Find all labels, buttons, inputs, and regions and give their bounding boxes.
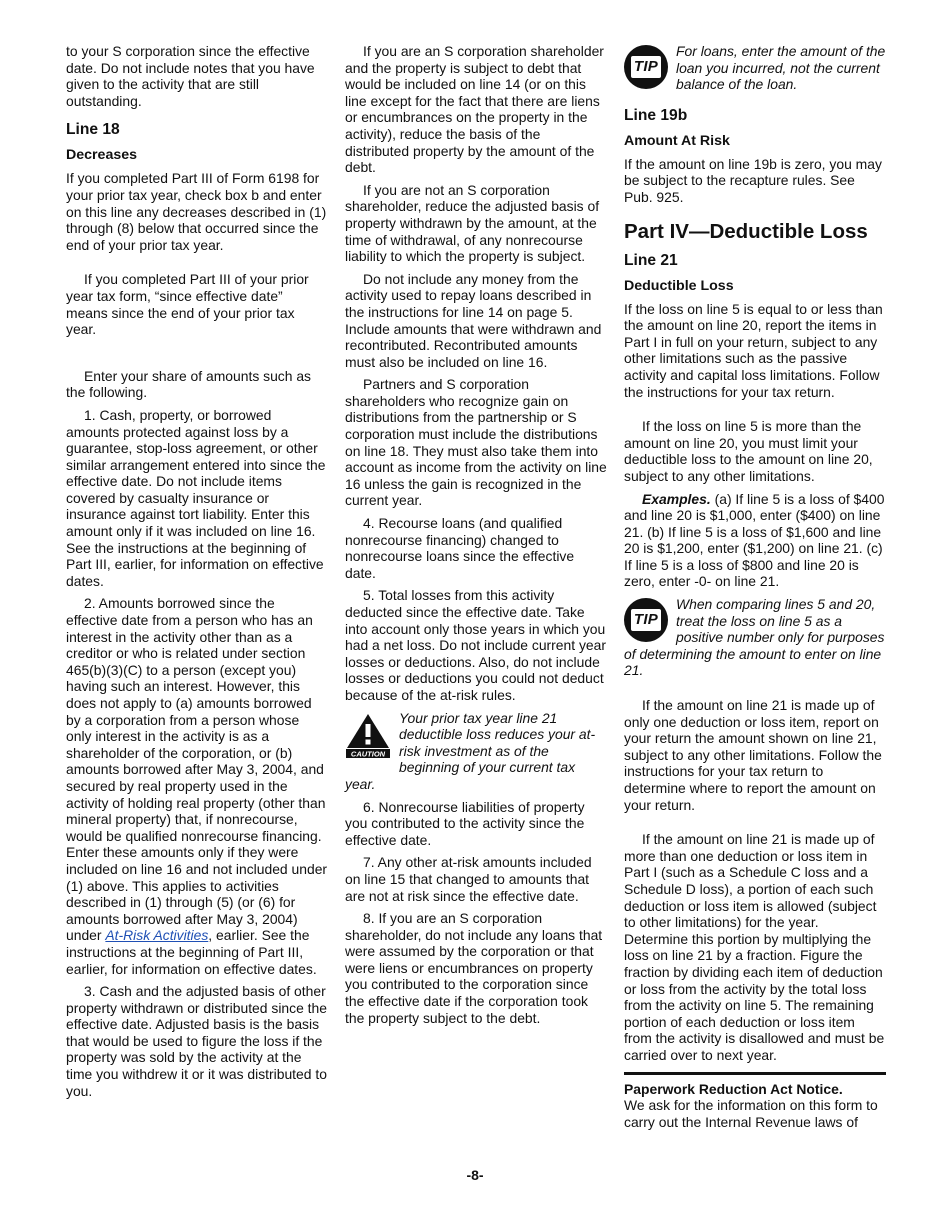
- subheading-deductible-loss: Deductible Loss: [624, 277, 734, 294]
- list-item-2-text-a: 2. Amounts borrowed since the effective date from a person who has an interest in the activity other than as a creditor or who is related under section 465(b)(3)(C) to a person (except you) having such an interest. However, this does not apply to (a) amounts borrowed by a corporation from a person whose only interest in the activity is as a shareholder of the corporation, or (b) amounts borrowed after May 3, 2004, and secured by real property used in the activity of holding real property (other than mineral property) that, if nonrecourse, would be qualified nonrecourse financing. Enter these amounts only if they were included on line 16 and not included under (1) above. This applies to activities described in (1) through (5) (or (6) for amounts borrowed after May 3, 2004) under: [66, 595, 328, 944]
- list-item-2-text-b: , earlier. See the instructions at the beginning of Part III, earlier, for information on effective dates.: [66, 927, 317, 977]
- list-item-8: 8. If you are an S corporation shareholder, do not include any loans that were assumed by the corporation or that were liens or encumbrances on property you contributed to the corporation since the effective date if the corporation took the property subject to the debt.: [345, 910, 603, 1026]
- heading-line-21: Line 21: [624, 251, 678, 269]
- tip-note-loans: [624, 43, 886, 93]
- caution-note: [345, 710, 607, 793]
- page-number: -8-: [466, 1167, 484, 1183]
- paragraph-enter-share: Enter your share of amounts such as the following.: [66, 367, 311, 401]
- column-left: [66, 43, 328, 1105]
- subheading-amount-at-risk: Amount At Risk: [624, 132, 730, 149]
- paperwork-section: [624, 1072, 886, 1131]
- heading-line-18: Line 18: [66, 121, 120, 139]
- list-item-2: [66, 595, 328, 977]
- paragraph-not-s-corp: If you are not an S corporation shareholder, reduce the adjusted basis of property withdrawn by the amount, at the time of withdrawal, of any nonrecourse liability to which the property is subject.: [345, 181, 600, 265]
- subheading-decreases: Decreases: [66, 147, 137, 164]
- paragraph-loss-equal: If the loss on line 5 is equal to or less than the amount on line 20, report the items in Part I in full on your return, subject to any other limitations such as the passive activity and capital loss limitations. Follow the instructions for your tax return.: [624, 300, 883, 400]
- list-item-3: 3. Cash and the adjusted basis of other property withdrawn or distributed since the effective date. Adjusted basis is the basis that would be used to figure the loss if the property was sold by the activity at the time you withdrew it or it was distributed to you.: [66, 983, 327, 1099]
- caution-text: Your prior tax year line 21 deductible loss reduces your at-risk investment as of the beginning of your current tax year.: [345, 709, 596, 792]
- tip-label: TIP: [631, 56, 661, 78]
- list-item-5: 5. Total losses from this activity deducted since the effective date. Take into account only those years in which you had a net loss. Do not include current year losses or deductions. Also, do not include losses or deductions you could not deduct because of the at-risk rules.: [345, 587, 606, 703]
- paragraph-examples: [624, 491, 886, 591]
- tip-note-compare: [624, 596, 886, 679]
- list-item-7: 7. Any other at-risk amounts included on line 15 that changed to amounts that are not at risk since the effective date.: [345, 854, 592, 904]
- paragraph-one-item: If the amount on line 21 is made up of only one deduction or loss item, report on your return the amount shown on line 21, subject to any other limitations. Follow the instructions for your tax return to determine where to report the amount on your return.: [624, 697, 882, 813]
- caution-label: CAUTION: [350, 749, 386, 758]
- column-right: [624, 43, 886, 1130]
- paperwork-text: We ask for the information on this form to carry out the Internal Revenue laws of: [624, 1097, 878, 1130]
- tip-text-loans: For loans, enter the amount of the loan you incurred, not the current balance of the loan.: [676, 43, 886, 93]
- examples-label: Examples.: [642, 490, 711, 507]
- list-item-1: 1. Cash, property, or borrowed amounts protected against loss by a guarantee, stop-loss agreement, or other similar arrangement entered into since the effective date. Do not include items covered by casualty insurance or insurance against tort liability. Enter this amount only if it was included on line 16. See the instructions at the beginning of Part III, earlier, for information on effective dates.: [66, 406, 326, 589]
- paragraph-s-corp-debt: If you are an S corporation shareholder and the property is subject to debt that would be included on line 14 (or on this line except for the fact that there are liens or encumbrances on the property in the activity), reduce the basis of the distributed property by the amount of the debt.: [345, 43, 604, 176]
- list-item-6: 6. Nonrecourse liabilities of property you contributed to the activity since the effective date.: [345, 798, 585, 848]
- paragraph-decreases: If you completed Part III of Form 6198 for your prior tax year, check box b and enter on this line any decreases described in (1) through (8) below that occurred since the end of your prior tax year.: [66, 170, 327, 253]
- heading-line-19b: Line 19b: [624, 106, 688, 124]
- column-middle: [345, 43, 607, 1032]
- tip-label: TIP: [631, 609, 661, 631]
- list-item-4: 4. Recourse loans (and qualified nonrecourse financing) changed to nonrecourse loans since the effective date.: [345, 515, 575, 581]
- tip-icon: [624, 45, 668, 89]
- paragraph-continuation: to your S corporation since the effective date. Do not include notes that you have given to the activity that are still outstanding.: [66, 43, 315, 109]
- paragraph-multiple-items: If the amount on line 21 is made up of more than one deduction or loss item in Part I (such as a Schedule C loss and a Schedule D loss), a portion of each such deduction or loss item is allowed (subject to other limitations) for the year. Determine this portion by multiplying the loss on line 21 by a fraction. Figure the fraction by dividing each item of deduction or loss from the activity by the total loss from the activity on line 5. The remaining portion of each deduction or loss item from the activity is disallowed and must be carried over to next year.: [624, 831, 885, 1063]
- tip-text-compare: When comparing lines 5 and 20, treat the loss on line 5 as a positive number only for purposes of determining the amount to enter on line 21.: [624, 596, 885, 679]
- at-risk-activities-link[interactable]: At-Risk Activities: [105, 927, 209, 944]
- paragraph-since-effective-date: If you completed Part III of your prior year tax form, “since effective date” means since the end of your prior tax year.: [66, 271, 309, 338]
- paragraph-loss-more: If the loss on line 5 is more than the amount on line 20, you must limit your deductible loss to the amount on line 20, subject to any other limitations.: [624, 418, 873, 484]
- paragraph-repay-loans: Do not include any money from the activity used to repay loans described in the instructions for line 14 on page 5. Include amounts that were withdrawn and recontributed. Recontributed amounts must also be included on line 16.: [345, 270, 602, 370]
- tip-icon: [624, 598, 668, 642]
- caution-icon: [345, 712, 391, 762]
- examples-text: (a) If line 5 is a loss of $400 and line 20 is $1,000, enter ($400) on line 21. (b) If line 5 is a loss of $1,600 and line 20 is $1,200, enter ($1,200) on line 21. (c) If line 5 is a loss of $800 and line 20 is zero, enter -0- on line 21.: [624, 490, 885, 590]
- paragraph-line-19b: If the amount on line 19b is zero, you may be subject to the recapture rules. See Pub. 925.: [624, 155, 882, 205]
- paragraph-partners: Partners and S corporation shareholders who recognize gain on distributions from the partnership or S corporation must include the distributions on line 18. They must also take them into account as income from the activity on line 16 unless the gain is recognized in the current year.: [345, 376, 607, 509]
- paperwork-title: Paperwork Reduction Act Notice.: [624, 1080, 843, 1097]
- heading-part-iv: Part IV—Deductible Loss: [624, 219, 868, 243]
